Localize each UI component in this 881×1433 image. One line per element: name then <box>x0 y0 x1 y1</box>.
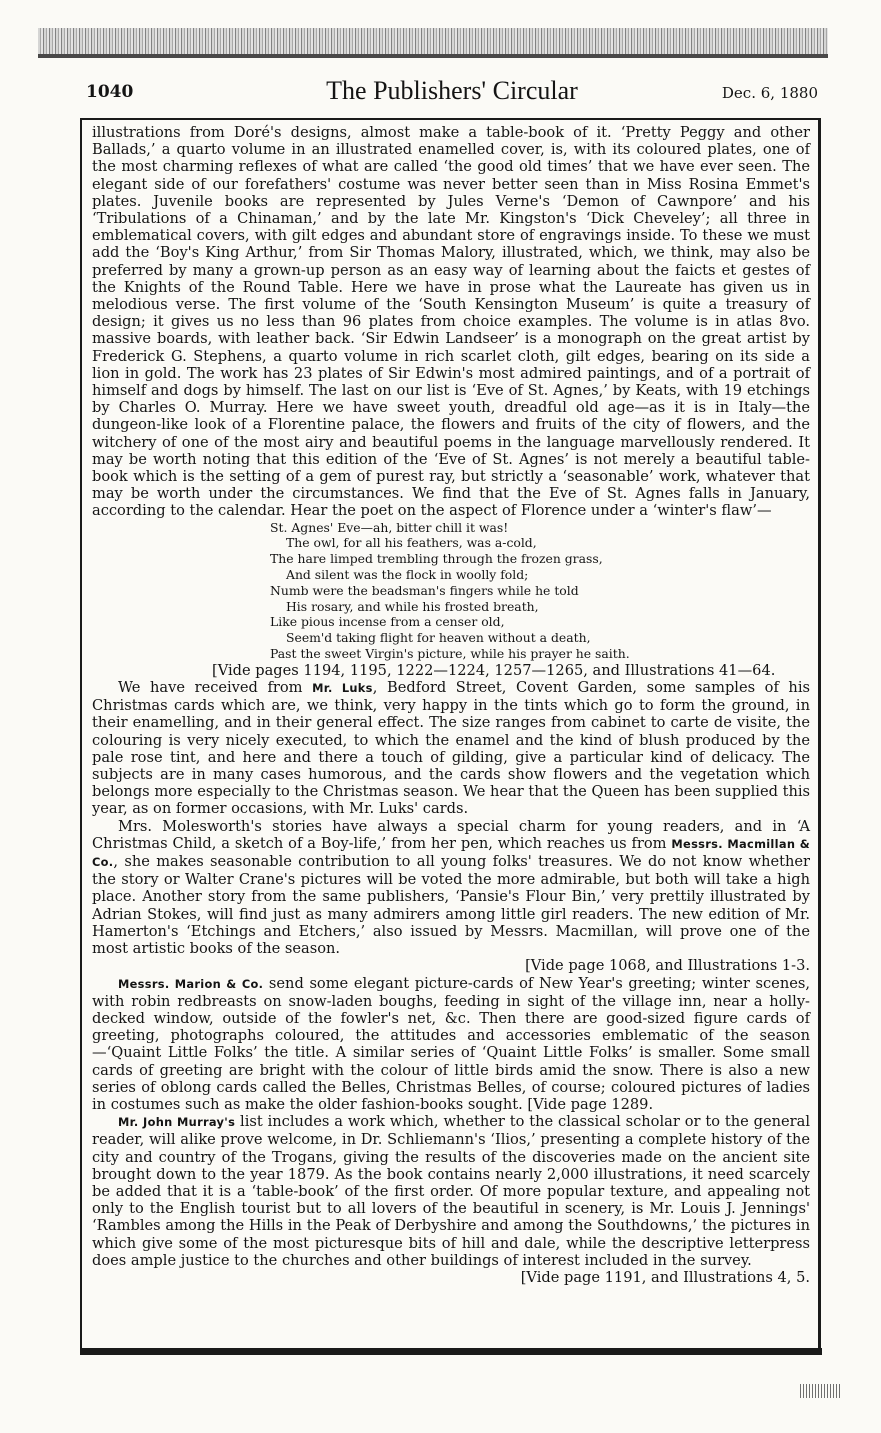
paragraph-macmillan <box>92 818 810 958</box>
poem-line: The owl, for all his feathers, was a-cold, <box>286 535 537 551</box>
text-run: list includes a work which, whether to the classical scholar or to the general reader, will alike prove welcome, in Dr. Schliemann's ‘Ilios,’ presenting a complete history of the city and country of the Trogans, giving the results of the discoveries made on the ancient site brought down to the year 1879. As the book contains nearly 2,000 illustrations, it need scarcely be added that it is a ‘table-book’ of the first order. Of more popular texture, and appealing not only to the English tourist but to all lovers of the beautiful in scenery, is Mr. Louis J. Jennings' ‘Rambles among the Hills in the Peak of Derbyshire and among the Southdowns,’ the pictures in which give some of the most picturesque bits of hill and dale, while the descriptive letterpress does ample justice to the churches and other buildings of interest included in the survey. <box>92 1113 810 1269</box>
poem-line: And silent was the flock in woolly fold; <box>286 567 529 583</box>
frame-left-rule <box>80 118 82 1350</box>
poem-line: St. Agnes' Eve—ah, bitter chill it was! <box>270 519 509 535</box>
issue-date: Dec. 6, 1880 <box>721 84 818 102</box>
firm-name: Messrs. Macmillan & Co. <box>92 836 810 870</box>
poem-line: Numb were the beadsman's fingers while he told <box>270 582 579 598</box>
page-number: 1040 <box>86 82 134 102</box>
poem-line: Seem'd taking flight for heaven without a death, <box>286 630 591 646</box>
text-run: , Bedford Street, Covent Garden, some samples of his Christmas cards which are, we think, very happy in the tints which go to form the ground, in their enamelling, and in their general effect. The size ranges from cabinet to carte de visite, the colouring is very nicely executed, to which the enamel and the kind of blush produced by the pale rose tint, and here and there a touch of gilding, give a particular kind of delicacy. The subjects are in many cases humorous, and the cards show flowers and the vegetation which belongs more especially to the Christmas season. We hear that the Queen has been supplied this year, as on former occasions, with Mr. Luks' cards. <box>92 679 810 818</box>
text-run: We have received from <box>118 679 313 697</box>
paragraph-marion <box>92 975 810 1114</box>
firm-name: Mr. Luks <box>312 681 373 696</box>
footer-rule <box>80 1348 822 1355</box>
text-run: send some elegant picture-cards of New Year's greeting; winter scenes, with robin redbreasts on snow-laden boughs, feeding in sight of the village inn, near a holly-decked window, outside of the fowler's net, &c. Then there are good-sized figure cards of greeting, photographs coloured, the attitudes and accessories emblematic of the season —‘Quaint Little Folks’ the title. A similar series of ‘Quaint Little Folks’ is smaller. Some small cards of greeting are bright with the colour of little birds amid the snow. There is also a new series of oblong cards called the Belles, Christmas Belles, of course; coloured pictures of ladies in costumes such as make the older fashion-books sought. [Vide page 1289. <box>92 974 810 1113</box>
paragraph-luks <box>92 679 810 818</box>
frame-right-rule <box>818 118 821 1350</box>
vide-reference: [Vide page 1068, and Illustrations 1-3. <box>525 957 810 975</box>
paragraph-books: illustrations from Doré's designs, almost make a table-book of it. ‘Pretty Peggy and other Ballads,’ a quarto volume in an illustrated enamelled cover, is, with its coloured plates, one of the most charming reflexes of what are called ‘the good old times’ that we have ever seen. The elegant side of our forefathers' costume was never better seen than in Miss Rosina Emmet's plates. Juvenile books are represented by Jules Verne's ‘Demon of Cawnpore’ and his ‘Tribulations of a Chinaman,’ and by the late Mr. Kingston's ‘Dick Cheveley’; all three in emblematical covers, with gilt edges and abundant store of engravings inside. To these we must add the ‘Boy's King Arthur,’ from Sir Thomas Malory, illustrated, which, we think, may also be preferred by many a grown-up person as an easy way of learning about the faicts et gestes of the Knights of the Round Table. Here we have in prose what the Laureate has given us in melodious verse. The first volume of the ‘South Kensington Museum’ is quite a treasury of design; it gives us no less than 96 plates from choice examples. The volume is in atlas 8vo. massive boards, with leather back. ‘Sir Edwin Landseer’ is a monograph on the great artist by Frederick G. Stephens, a quarto volume in rich scarlet cloth, gilt edges, bearing on its side a lion in gold. The work has 23 plates of Sir Edwin's most admired paintings, and of a portrait of himself and dogs by himself. The last on our list is ‘Eve of St. Agnes,’ by Keats, with 19 etchings by Charles O. Murray. Here we have sweet youth, dreadful old age—as it is in Italy—the dungeon-like look of a Florentine palace, the flowers and fruits of the city of flowers, and the witchery of one of the most airy and beautiful poems in the language marvellously rendered. It may be worth noting that this edition of the ‘Eve of St. Agnes’ is not merely a beautiful table-book which is the setting of a gem of purest ray, but strictly a ‘seasonable’ work, whatever that may be worth under the circumstances. We find that the Eve of St. Agnes falls in January, according to the calendar. Hear the poet on the aspect of Florence under a ‘winter's flaw’— <box>92 124 810 520</box>
vide-reference: [Vide page 1191, and Illustrations 4, 5. <box>520 1268 810 1286</box>
poem-line: The hare limped trembling through the frozen grass, <box>270 551 603 567</box>
scan-smudge <box>800 1384 840 1398</box>
text-run: Mrs. Molesworth's stories have always a special charm for young readers, and in ‘A Christmas Child, a sketch of a Boy-life,’ from her pen, which reaches us from <box>92 817 810 852</box>
poem-line: Like pious incense from a censer old, <box>270 614 505 630</box>
text-run: , she makes seasonable contribution to all young folks' treasures. We do not know whether the story or Walter Crane's pictures will be voted the more admirable, but both will take a high place. Another story from the same publishers, ‘Pansie's Flour Bin,’ very prettily illustrated by Adrian Stokes, will find just as many admirers among little girl readers. The new edition of Mr. Hamerton's ‘Etchings and Etchers,’ also issued by Messrs. Macmillan, will prove one of the most artistic books of the season. <box>92 853 810 958</box>
poem-line: Past the sweet Virgin's picture, while his prayer he saith. <box>270 646 630 662</box>
header-rule <box>80 118 820 120</box>
article-body <box>92 124 810 1286</box>
firm-name: Messrs. Marion & Co. <box>118 976 264 991</box>
vide-reference: [Vide pages 1194, 1195, 1222—1224, 1257—1265, and Illustrations 41—64. <box>212 661 776 679</box>
page-header <box>86 74 818 116</box>
poem-line: His rosary, and while his frosted breath, <box>286 598 539 614</box>
poem-excerpt <box>270 520 810 662</box>
scan-top-border <box>38 28 828 58</box>
firm-name: Mr. John Murray's <box>118 1115 236 1130</box>
paragraph-murray <box>92 1113 810 1269</box>
journal-title: The Publishers' Circular <box>326 76 578 105</box>
